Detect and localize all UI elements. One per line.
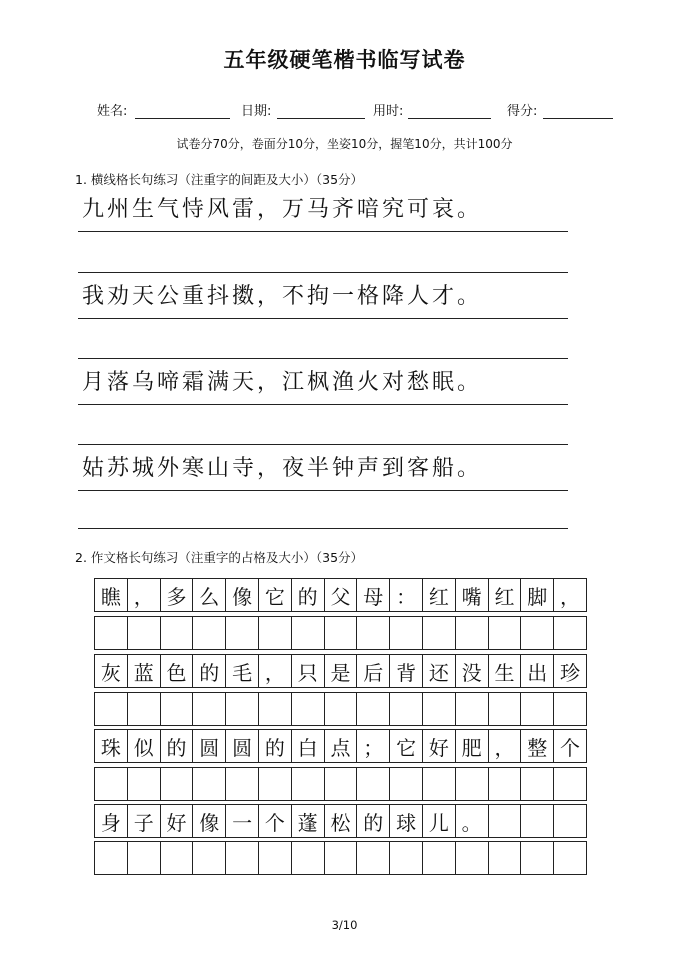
grid-cell: 色 — [161, 655, 194, 687]
grid-row-filled — [94, 654, 587, 688]
blank-cell[interactable] — [226, 693, 259, 725]
blank-cell[interactable] — [226, 842, 259, 874]
blank-cell[interactable] — [193, 768, 226, 800]
blank-cell[interactable] — [95, 768, 128, 800]
blank-cell[interactable] — [554, 693, 587, 725]
blank-cell[interactable] — [161, 842, 194, 874]
grid-row-blank — [94, 767, 587, 801]
grid-cell: ： — [390, 579, 423, 611]
grid-cell: 红 — [423, 579, 456, 611]
grid-cell: 子 — [128, 805, 161, 837]
grid-cell: ， — [489, 730, 522, 762]
section1-heading: 1. 横线格长句练习（注重字的间距及大小）（35分） — [75, 172, 364, 187]
grid-cell: 多 — [161, 579, 194, 611]
blank-cell[interactable] — [357, 842, 390, 874]
blank-cell[interactable] — [423, 768, 456, 800]
grid-cell: 像 — [226, 579, 259, 611]
grid-cell: 生 — [489, 655, 522, 687]
grid-cell: 似 — [128, 730, 161, 762]
grid-cell — [554, 805, 587, 837]
grid-cell: 好 — [161, 805, 194, 837]
blank-cell[interactable] — [390, 693, 423, 725]
grid-cell: 背 — [390, 655, 423, 687]
grid-cell: 儿 — [423, 805, 456, 837]
grid-cell: 的 — [161, 730, 194, 762]
name-field[interactable] — [135, 118, 230, 119]
grid-cell: 珠 — [95, 730, 128, 762]
grid-cell: 白 — [292, 730, 325, 762]
writing-line[interactable] — [78, 318, 568, 319]
blank-cell[interactable] — [193, 842, 226, 874]
grid-cell: 点 — [325, 730, 358, 762]
grid-cell: 的 — [193, 655, 226, 687]
grid-cell: 身 — [95, 805, 128, 837]
blank-cell[interactable] — [521, 768, 554, 800]
grid-cell: 球 — [390, 805, 423, 837]
grid-cell: 的 — [357, 805, 390, 837]
blank-cell[interactable] — [489, 768, 522, 800]
grid-cell: 的 — [292, 579, 325, 611]
grid-cell: 出 — [521, 655, 554, 687]
date-label: 日期: — [241, 104, 272, 119]
grid-cell: 还 — [423, 655, 456, 687]
grid-cell: 瞧 — [95, 579, 128, 611]
horizontal-line-row — [78, 445, 568, 491]
blank-cell[interactable] — [226, 617, 259, 649]
grid-cell: 只 — [292, 655, 325, 687]
horizontal-line-row — [78, 359, 568, 405]
writing-line[interactable] — [78, 404, 568, 405]
grid-cell: 么 — [193, 579, 226, 611]
grid-cell: 蓬 — [292, 805, 325, 837]
blank-cell[interactable] — [292, 617, 325, 649]
blank-cell[interactable] — [259, 768, 292, 800]
section2-heading: 2. 作文格长句练习（注重字的占格及大小）（35分） — [75, 550, 364, 565]
grid-row-filled — [94, 578, 587, 612]
grid-cell: ， — [554, 579, 587, 611]
blank-cell[interactable] — [95, 842, 128, 874]
blank-cell[interactable] — [456, 693, 489, 725]
blank-cell[interactable] — [128, 693, 161, 725]
grid-cell: 红 — [489, 579, 522, 611]
grid-cell: 没 — [456, 655, 489, 687]
time-field[interactable] — [408, 118, 491, 119]
blank-cell[interactable] — [226, 768, 259, 800]
blank-cell[interactable] — [521, 842, 554, 874]
blank-cell[interactable] — [292, 768, 325, 800]
blank-cell[interactable] — [325, 693, 358, 725]
writing-line[interactable] — [78, 231, 568, 232]
blank-cell[interactable] — [423, 842, 456, 874]
blank-cell[interactable] — [521, 693, 554, 725]
blank-cell[interactable] — [554, 842, 587, 874]
grid-row-filled — [94, 804, 587, 838]
blank-cell[interactable] — [259, 693, 292, 725]
blank-cell[interactable] — [423, 617, 456, 649]
page-title: 五年级硬笔楷书临写试卷 — [223, 48, 466, 72]
blank-cell[interactable] — [456, 768, 489, 800]
blank-cell[interactable] — [325, 768, 358, 800]
grid-cell: ； — [357, 730, 390, 762]
blank-cell[interactable] — [390, 617, 423, 649]
poem-line: 姑苏城外寒山寺，夜半钟声到客船。 — [82, 456, 483, 481]
blank-cell[interactable] — [259, 842, 292, 874]
grid-cell: 后 — [357, 655, 390, 687]
grid-cell: 蓝 — [128, 655, 161, 687]
page-number: 3/10 — [331, 918, 358, 932]
blank-cell[interactable] — [193, 617, 226, 649]
blank-cell[interactable] — [128, 617, 161, 649]
blank-cell[interactable] — [95, 693, 128, 725]
grid-cell — [489, 805, 522, 837]
blank-cell[interactable] — [161, 693, 194, 725]
grid-cell: 像 — [193, 805, 226, 837]
grid-row-blank — [94, 841, 587, 875]
grid-cell — [521, 805, 554, 837]
blank-cell[interactable] — [423, 693, 456, 725]
grid-cell: 是 — [325, 655, 358, 687]
grid-cell: 松 — [325, 805, 358, 837]
grid-cell: 圆 — [226, 730, 259, 762]
blank-cell[interactable] — [128, 842, 161, 874]
grid-cell: 灰 — [95, 655, 128, 687]
grid-cell: 父 — [325, 579, 358, 611]
blank-cell[interactable] — [456, 842, 489, 874]
writing-line[interactable] — [78, 490, 568, 491]
grid-row-filled — [94, 729, 587, 763]
blank-cell[interactable] — [193, 693, 226, 725]
blank-cell[interactable] — [357, 768, 390, 800]
grid-cell: 好 — [423, 730, 456, 762]
grid-cell: 珍 — [554, 655, 587, 687]
grid-cell: 。 — [456, 805, 489, 837]
blank-writing-line[interactable] — [78, 528, 568, 529]
grid-cell: 它 — [259, 579, 292, 611]
blank-cell[interactable] — [161, 768, 194, 800]
grid-row-blank — [94, 616, 587, 650]
date-field[interactable] — [277, 118, 365, 119]
info-row — [0, 98, 689, 122]
score-note: 试卷分70分，卷面分10分，坐姿10分，握笔10分，共计100分 — [176, 137, 513, 151]
blank-cell[interactable] — [259, 617, 292, 649]
grid-cell: 整 — [521, 730, 554, 762]
grid-cell: 母 — [357, 579, 390, 611]
blank-cell[interactable] — [456, 617, 489, 649]
horizontal-line-row — [78, 273, 568, 319]
grid-cell: 毛 — [226, 655, 259, 687]
blank-cell[interactable] — [128, 768, 161, 800]
blank-cell[interactable] — [390, 768, 423, 800]
grid-cell: 个 — [259, 805, 292, 837]
grid-row-blank — [94, 692, 587, 726]
blank-cell[interactable] — [161, 617, 194, 649]
poem-line: 月落乌啼霜满天，江枫渔火对愁眠。 — [82, 370, 483, 395]
blank-cell[interactable] — [489, 842, 522, 874]
score-field[interactable] — [543, 118, 613, 119]
blank-cell[interactable] — [325, 617, 358, 649]
blank-cell[interactable] — [489, 617, 522, 649]
horizontal-line-row — [78, 186, 568, 232]
grid-cell: 嘴 — [456, 579, 489, 611]
grid-cell: 肥 — [456, 730, 489, 762]
blank-cell[interactable] — [554, 617, 587, 649]
grid-cell: 一 — [226, 805, 259, 837]
name-label: 姓名: — [97, 104, 128, 119]
grid-cell: 的 — [259, 730, 292, 762]
poem-line: 我劝天公重抖擞，不拘一格降人才。 — [82, 284, 483, 309]
poem-line: 九州生气恃风雷，万马齐喑究可哀。 — [82, 197, 483, 222]
grid-cell: ， — [259, 655, 292, 687]
blank-cell[interactable] — [325, 842, 358, 874]
blank-cell[interactable] — [357, 693, 390, 725]
blank-cell[interactable] — [489, 693, 522, 725]
blank-cell[interactable] — [292, 693, 325, 725]
score-label: 得分: — [507, 104, 538, 119]
grid-cell: 圆 — [193, 730, 226, 762]
grid-cell: 它 — [390, 730, 423, 762]
blank-cell[interactable] — [292, 842, 325, 874]
grid-cell: 脚 — [521, 579, 554, 611]
blank-cell[interactable] — [554, 768, 587, 800]
grid-cell: ， — [128, 579, 161, 611]
time-label: 用时: — [373, 104, 404, 119]
blank-cell[interactable] — [521, 617, 554, 649]
blank-cell[interactable] — [95, 617, 128, 649]
blank-cell[interactable] — [390, 842, 423, 874]
blank-cell[interactable] — [357, 617, 390, 649]
grid-cell: 个 — [554, 730, 587, 762]
